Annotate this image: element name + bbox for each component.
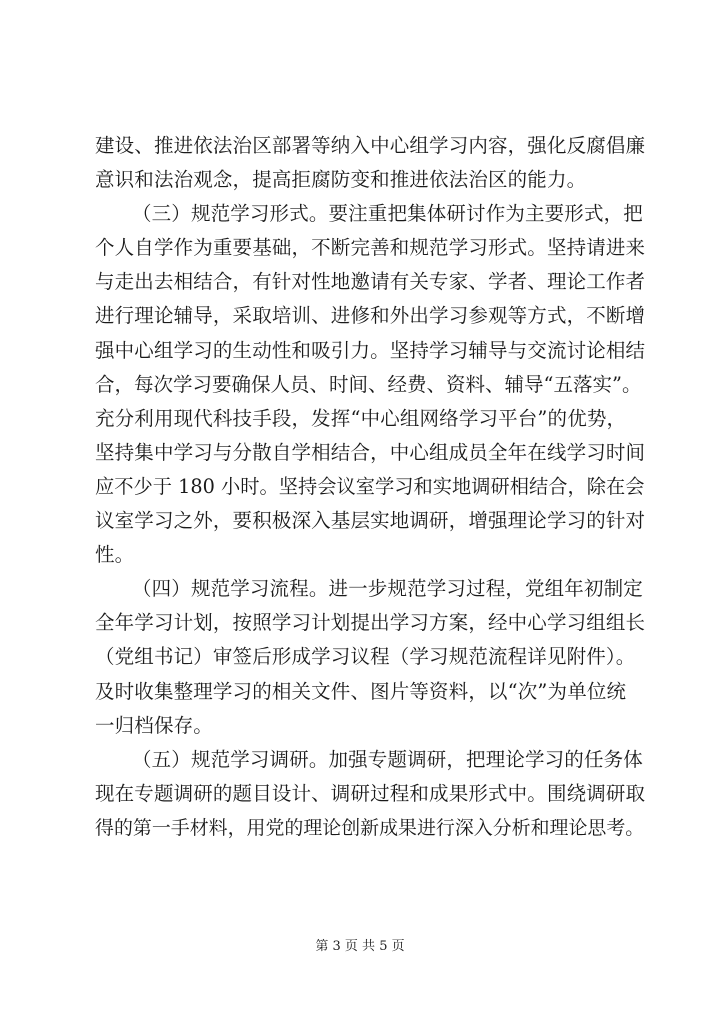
text-line: 现在专题调研的题目设计、调研过程和成果形式中。围绕调研取 bbox=[95, 781, 646, 805]
text-line: 意识和法治观念，提高拒腐防变和推进依法治区的能力。 bbox=[95, 168, 587, 192]
text-line: 得的第一手材料，用党的理论创新成果进行深入分析和理论思考。 bbox=[95, 816, 645, 839]
text-line: 全年学习计划，按照学习计划提出学习方案，经中心学习组组长 bbox=[95, 611, 646, 635]
text-line: 与走出去相结合，有针对性地邀请有关专家、学者、理论工作者 bbox=[95, 270, 646, 294]
text-line: 建设、推进依法治区部署等纳入中心组学习内容，强化反腐倡廉 bbox=[95, 134, 646, 157]
text-line: 及时收集整理学习的相关文件、图片等资料，以“次”为单位统 bbox=[95, 679, 627, 703]
document-body bbox=[95, 129, 645, 845]
section-4-heading-line: （四）规范学习流程。进一步规范学习过程，党组年初制定 bbox=[132, 577, 643, 601]
section-3-heading-line: （三）规范学习形式。要注重把集体研讨作为主要形式，把 bbox=[132, 202, 643, 226]
text-line: 合，每次学习要确保人员、时间、经费、资料、辅导“五落实”。 bbox=[95, 372, 642, 396]
text-line: 议室学习之外，要积极深入基层实地调研，增强理论学习的针对 bbox=[95, 509, 646, 533]
text-line: （党组书记）审签后形成学习议程（学习规范流程详见附件）。 bbox=[95, 645, 636, 669]
text-line: 性。 bbox=[95, 543, 135, 567]
page-number-footer: 第 3 页 共 5 页 bbox=[315, 939, 405, 954]
text-line: 进行理论辅导，采取培训、进修和外出学习参观等方式，不断增 bbox=[95, 304, 646, 328]
text-line: 一归档保存。 bbox=[95, 713, 213, 737]
text-line: 应不少于 180 小时。坚持会议室学习和实地调研相结合，除在会 bbox=[95, 474, 645, 498]
text-line: 强中心组学习的生动性和吸引力。坚持学习辅导与交流讨论相结 bbox=[95, 338, 646, 362]
text-line: 充分利用现代科技手段，发挥“中心组网络学习平台”的优势， bbox=[95, 406, 627, 430]
section-5-heading-line: （五）规范学习调研。加强专题调研，把理论学习的任务体 bbox=[132, 747, 643, 771]
text-line: 坚持集中学习与分散自学相结合，中心组成员全年在线学习时间 bbox=[95, 440, 646, 464]
text-line: 个人自学作为重要基础，不断完善和规范学习形式。坚持请进来 bbox=[95, 236, 646, 260]
